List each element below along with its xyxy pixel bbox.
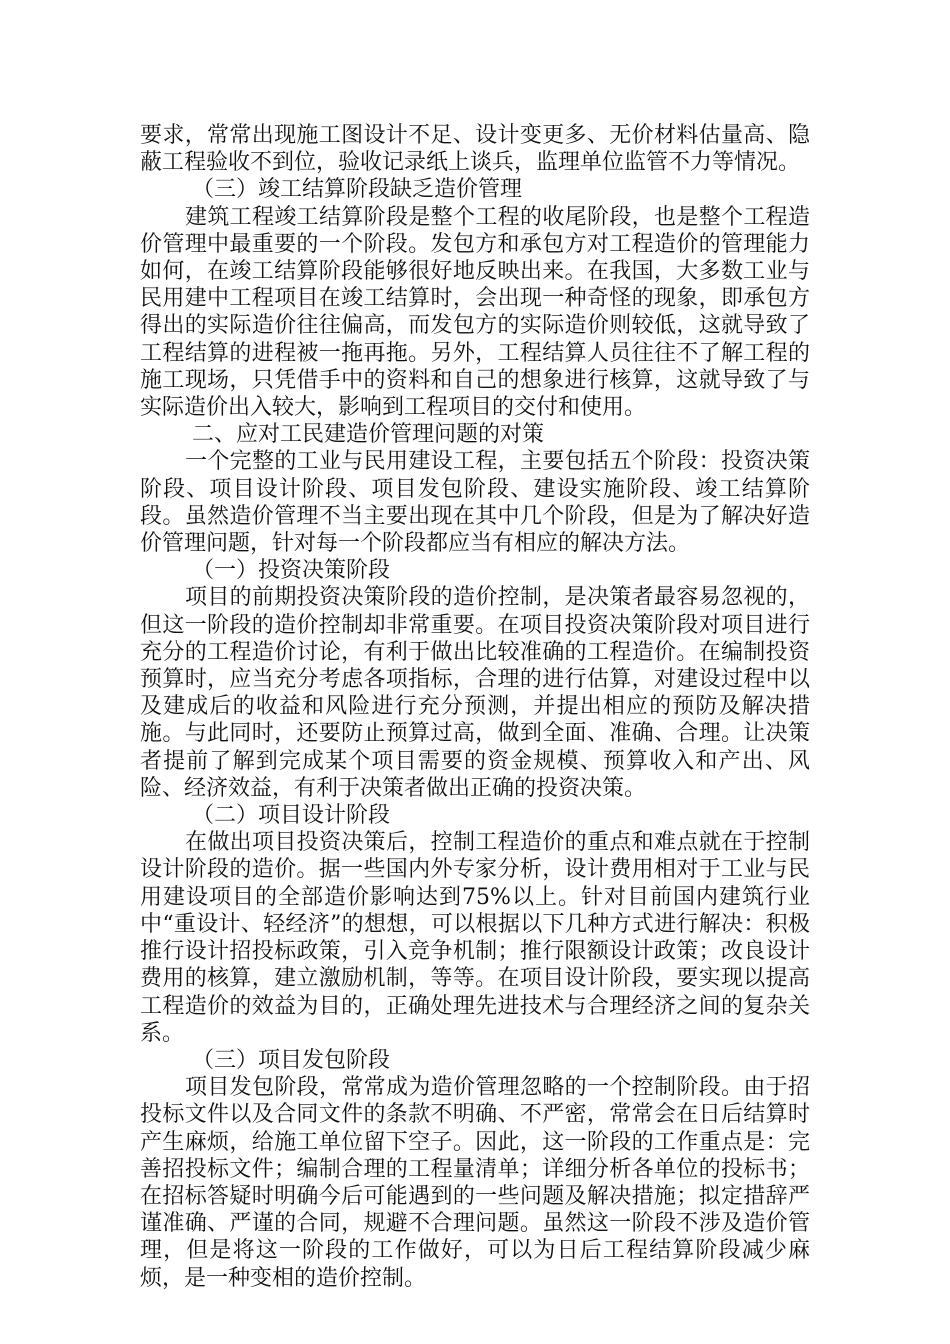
section-heading-investment-decision: （一）投资决策阶段 bbox=[192, 558, 391, 584]
section-heading-project-contracting: （三）项目发包阶段 bbox=[192, 1047, 391, 1073]
paragraph: 项目发包阶段，常常成为造价管理忽略的一个控制阶段。由于招投标文件以及合同文件的条款不明确、不严密，常常会在日后结算时产生麻烦，给施工单位留下空子。因此，这一阶段的工作重点是：完善招投标文件；编制合理的工程量清单；详细分析各单位的投标书；在招标答疑时明确今后可能遇到的一些问题及解决措施；拟定措辞严谨准确、严谨的合同，规避不合理问题。虽然这一阶段不涉及造价管理，但是将这一阶段的工作做好，可以为日后工程结算阶段减少麻烦，是一种变相的造价控制。 bbox=[140, 1075, 810, 1291]
document-page bbox=[140, 122, 810, 1292]
section-heading-countermeasures: 二、应对工民建造价管理问题的对策 bbox=[192, 422, 545, 448]
paragraph: 建筑工程竣工结算阶段是整个工程的收尾阶段，也是整个工程造价管理中最重要的一个阶段。发包方和承包方对工程造价的管理能力如何，在竣工结算阶段能够很好地反映出来。在我国，大多数工业与民用建中工程项目在竣工结算时，会出现一种奇怪的现象，即承包方得出的实际造价往往偏高，而发包方的实际造价则较低，这就导致了工程结算的进程被一拖再拖。另外，工程结算人员往往不了解工程的施工现场，只凭借手中的资料和自己的想象进行核算，这就导致了与实际造价出入较大，影响到工程项目的交付和使用。 bbox=[140, 204, 810, 421]
paragraph: 一个完整的工业与民用建设工程，主要包括五个阶段：投资决策阶段、项目设计阶段、项目发包阶段、建设实施阶段、竣工结算阶段。虽然造价管理不当主要出现在其中几个阶段，但是为了解决好造价管理问题，针对每一个阶段都应当有相应的解决方法。 bbox=[140, 449, 810, 557]
section-heading-project-design: （二）项目设计阶段 bbox=[192, 803, 391, 829]
section-heading-completion-settlement: （三）竣工结算阶段缺乏造价管理 bbox=[192, 177, 523, 203]
paragraph: 项目的前期投资决策阶段的造价控制，是决策者最容易忽视的，但这一阶段的造价控制却非常重要。在项目投资决策阶段对项目进行充分的工程造价讨论，有利于做出比较准确的工程造价。在编制投资预算时，应当充分考虑各项指标，合理的进行估算，对建设过程中以及建成后的收益和风险进行充分预测，并提出相应的预防及解决措施。与此同时，还要防止预算过高，做到全面、准确、合理。让决策者提前了解到完成某个项目需要的资金规模、预算收入和产出、风险、经济效益，有利于决策者做出正确的投资决策。 bbox=[140, 585, 810, 801]
paragraph-continuation: 要求，常常出现施工图设计不足、设计变更多、无价材料估量高、隐蔽工程验收不到位，验收记录纸上谈兵，监理单位监管不力等情况。 bbox=[140, 123, 810, 176]
paragraph: 在做出项目投资决策后，控制工程造价的重点和难点就在于控制设计阶段的造价。据一些国内外专家分析，设计费用相对于工业与民用建设项目的全部造价影响达到75%以上。针对目前国内建筑行业中“重设计、轻经济”的想想，可以根据以下几种方式进行解决：积极推行设计招投标政策，引入竞争机制；推行限额设计政策；改良设计费用的核算，建立激励机制，等等。在项目设计阶段，要实现以提高工程造价的效益为目的，正确处理先进技术与合理经济之间的复杂关系。 bbox=[140, 830, 810, 1046]
